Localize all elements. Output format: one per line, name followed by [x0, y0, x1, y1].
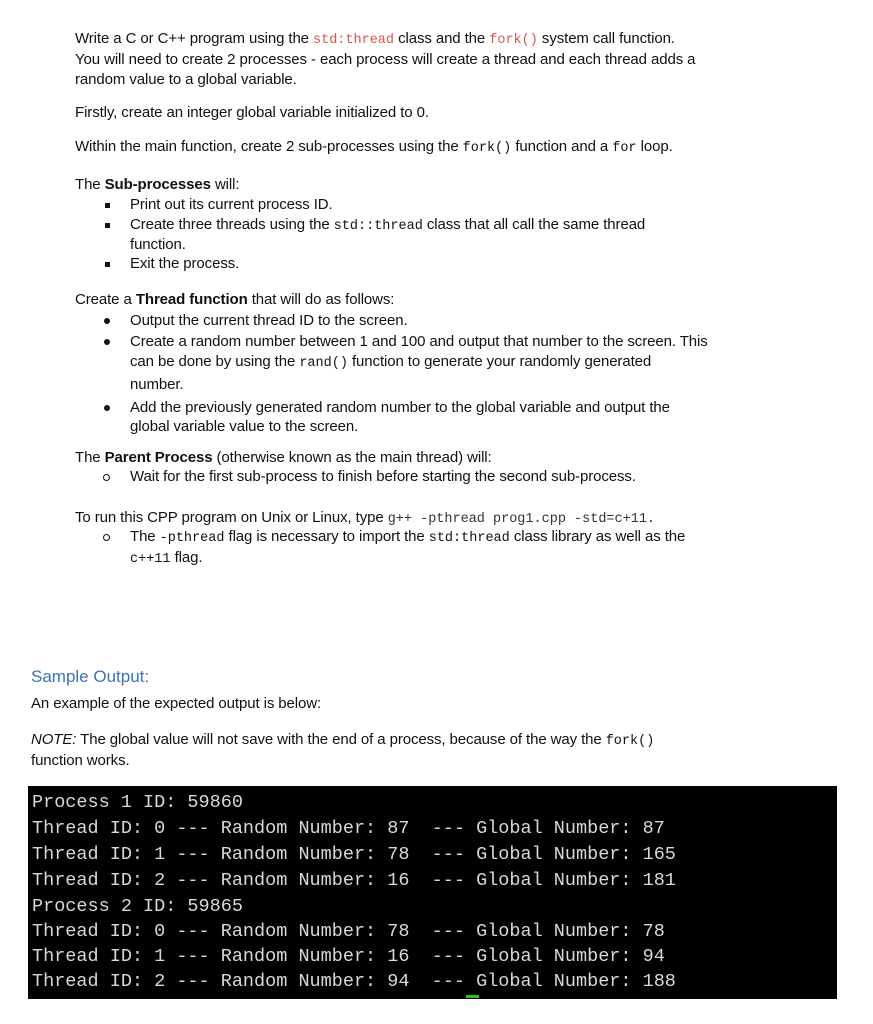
thread-lead-c: that will do as follows:	[247, 291, 395, 308]
thread-item-2-a: can be done by using the	[130, 353, 300, 370]
sub-item-2-cont: function.	[130, 236, 186, 253]
thread-fn-lead	[75, 290, 394, 311]
terminal-line: Thread ID: 0 --- Random Number: 78 --- Global Number: 78	[32, 921, 665, 942]
terminal-line: Thread ID: 1 --- Random Number: 78 --- Global Number: 165	[32, 844, 676, 865]
std-thread-code-2: std::thread	[333, 219, 423, 234]
within-text-a: Within the main function, create 2 sub-processes using the	[75, 138, 463, 155]
run-item-a: The	[130, 528, 160, 545]
std-thread-code-3: std:thread	[428, 531, 510, 546]
std-thread-code: std:thread	[313, 33, 395, 48]
parent-lead	[75, 448, 492, 469]
round-bullet	[104, 405, 110, 411]
sub-item-1: Print out its current process ID.	[130, 196, 333, 213]
rand-code: rand()	[299, 356, 348, 371]
thread-lead-a: Create a	[75, 291, 136, 308]
sub-lead-bold: Sub-processes	[104, 176, 211, 193]
round-bullet	[104, 339, 110, 345]
square-bullet	[105, 203, 110, 208]
run-lead-text: To run this CPP program on Unix or Linux, type	[75, 509, 388, 526]
within-paragraph	[75, 137, 673, 160]
parent-lead-bold: Parent Process	[104, 449, 213, 466]
intro-line-1	[75, 29, 675, 52]
sub-item-3: Exit the process.	[130, 255, 240, 272]
circle-bullet	[103, 534, 110, 541]
sub-item-2-a: Create three threads using the	[130, 216, 334, 233]
sub-item-2	[130, 215, 645, 238]
round-bullet	[104, 318, 110, 324]
run-item-d: flag.	[170, 549, 203, 566]
square-bullet	[105, 223, 110, 228]
thread-item-2-b: function to generate your randomly generated	[347, 353, 652, 370]
sample-desc: An example of the expected output is below:	[31, 695, 322, 712]
parent-lead-c: (otherwise known as the main thread) will:	[212, 449, 492, 466]
compile-command: g++ -pthread prog1.cpp -std=c+11.	[387, 512, 656, 527]
within-text-c: loop.	[636, 138, 673, 155]
terminal-output	[28, 786, 837, 999]
run-item-1-cont	[130, 548, 202, 571]
within-text-b: function and a	[511, 138, 613, 155]
note-line-1	[31, 730, 654, 753]
cpp11-code: c++11	[130, 552, 171, 567]
thread-item-2-l3: number.	[130, 376, 184, 393]
square-bullet	[105, 262, 110, 267]
intro-text-a: Write a C or C++ program using the	[75, 30, 313, 47]
run-item-1	[130, 527, 685, 550]
sub-item-2-b: class that all call the same thread	[422, 216, 646, 233]
thread-item-2-l1: Create a random number between 1 and 100 and output that number to the screen. This	[130, 333, 708, 350]
run-item-c: class library as well as the	[509, 528, 686, 545]
sub-lead-c: will:	[210, 176, 240, 193]
pthread-code: -pthread	[159, 531, 225, 546]
thread-item-1: Output the current thread ID to the screen.	[130, 312, 408, 329]
thread-item-2-l2	[130, 352, 651, 375]
note-label: NOTE:	[31, 731, 77, 748]
thread-item-3-l1: Add the previously generated random number to the global variable and output the	[130, 399, 670, 416]
terminal-line: Thread ID: 0 --- Random Number: 87 --- Global Number: 87	[32, 818, 665, 839]
parent-lead-a: The	[75, 449, 105, 466]
for-code: for	[612, 141, 637, 156]
intro-text-b: class and the	[394, 30, 490, 47]
firstly-paragraph: Firstly, create an integer global variable initialized to 0.	[75, 104, 429, 121]
fork-code: fork()	[489, 33, 538, 48]
note-line-2: function works.	[31, 752, 130, 769]
terminal-cursor	[466, 995, 479, 998]
intro-line-2: You will need to create 2 processes - each process will create a thread and each thread adds a	[75, 51, 696, 68]
terminal-line: Thread ID: 2 --- Random Number: 16 --- Global Number: 181	[32, 870, 676, 891]
run-item-b: flag is necessary to import the	[224, 528, 429, 545]
terminal-line: Process 2 ID: 59865	[32, 896, 243, 917]
intro-text-c: system call function.	[537, 30, 675, 47]
terminal-line: Thread ID: 2 --- Random Number: 94 --- Global Number: 188	[32, 971, 676, 992]
sub-lead-a: The	[75, 176, 105, 193]
terminal-line: Process 1 ID: 59860	[32, 792, 243, 813]
fork-code-2: fork()	[462, 141, 512, 156]
thread-item-3-l2: global variable value to the screen.	[130, 418, 359, 435]
terminal-line: Thread ID: 1 --- Random Number: 16 --- Global Number: 94	[32, 946, 665, 967]
circle-bullet	[103, 474, 110, 481]
note-text-a: The global value will not save with the end of a process, because of the way the	[76, 731, 606, 748]
intro-line-3: random value to a global variable.	[75, 71, 297, 88]
parent-item-1: Wait for the first sub-process to finish before starting the second sub-process.	[130, 468, 636, 485]
thread-lead-bold: Thread function	[135, 291, 248, 308]
sample-output-heading: Sample Output:	[31, 667, 150, 686]
sub-processes-lead	[75, 175, 239, 196]
fork-code-3: fork()	[605, 734, 655, 749]
